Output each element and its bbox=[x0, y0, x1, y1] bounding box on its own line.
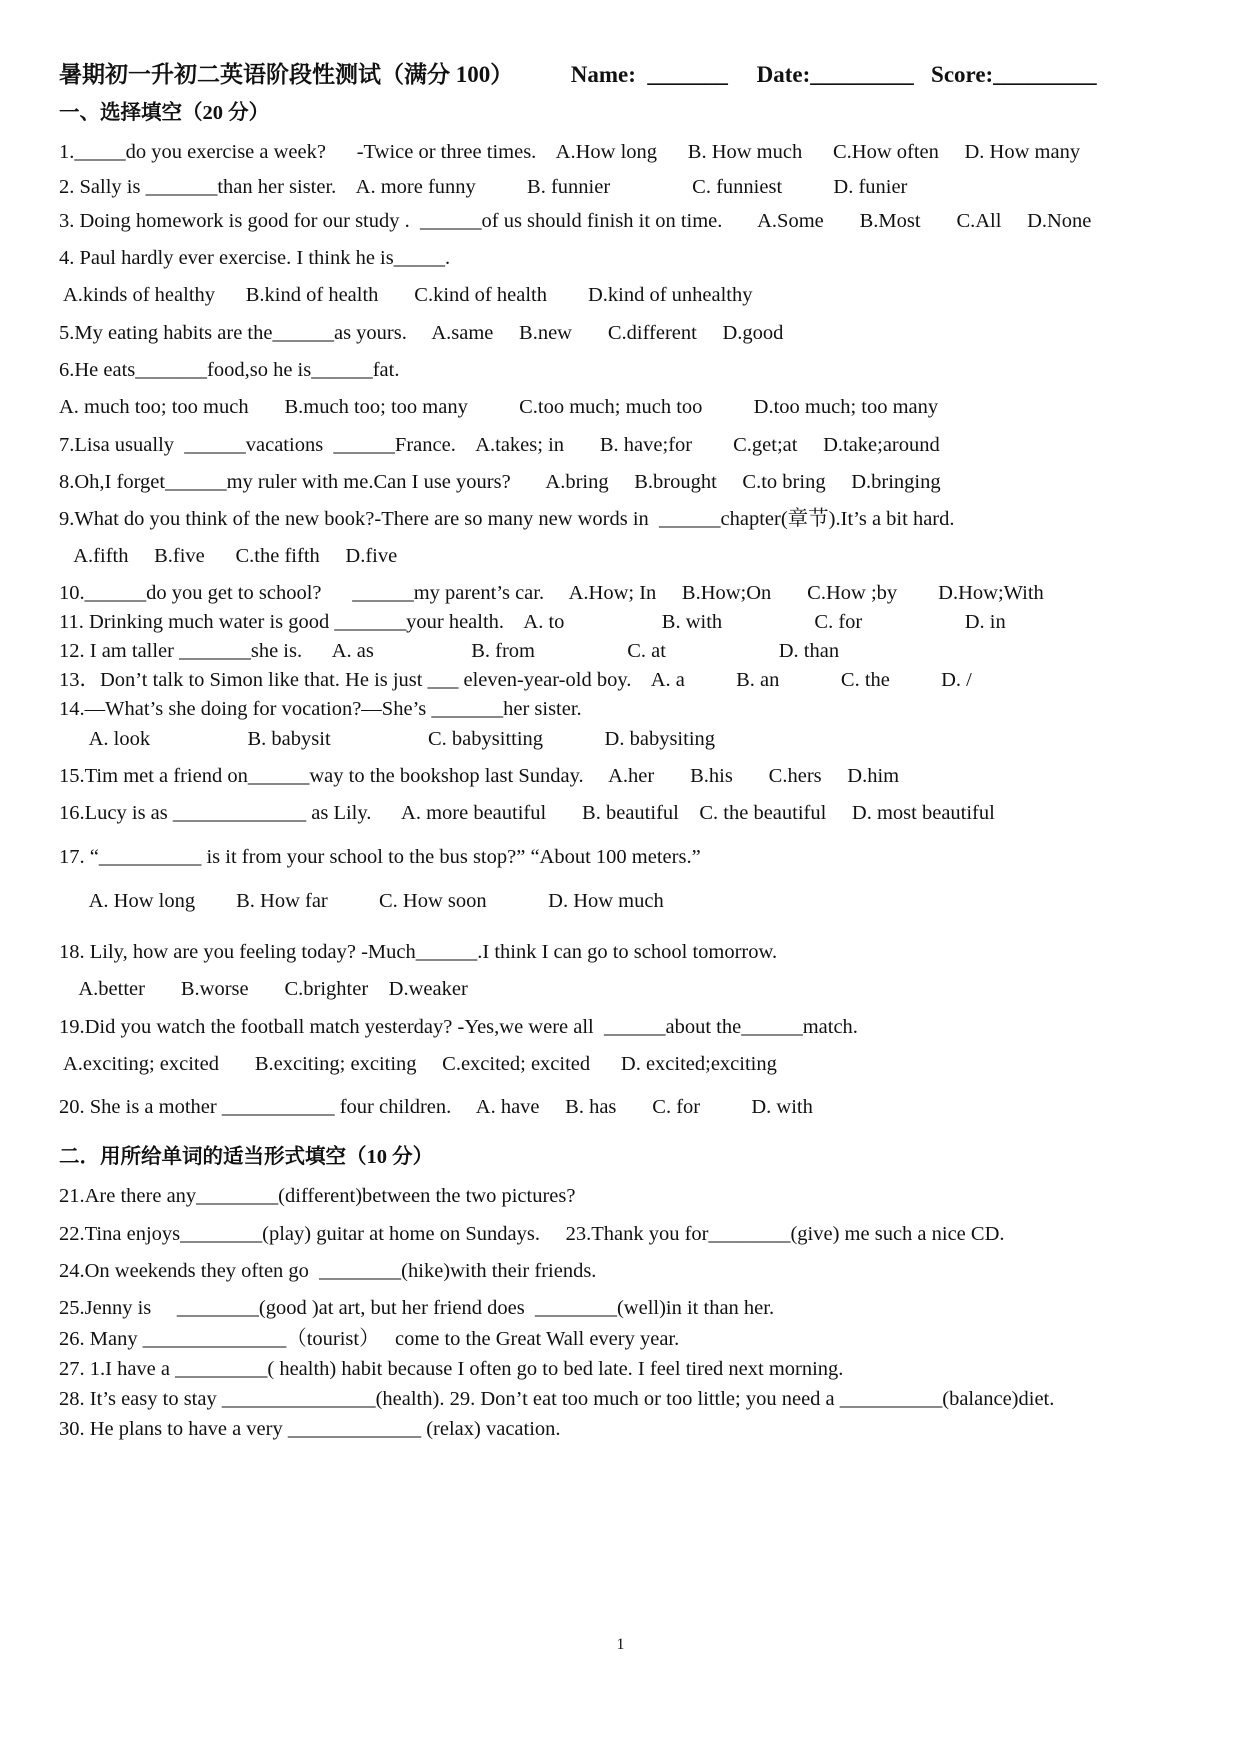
page-title: 暑期初一升初二英语阶段性测试（满分 100） Name: _______ Date:_________ Score:_________ bbox=[59, 62, 1097, 87]
question-line: 18. Lily, how are you feeling today? -Much______.I think I can go to school tomorrow. bbox=[59, 941, 778, 963]
question-line: 9.What do you think of the new book?-There are so many new words in ______chapter(章节).It’s a bit hard. bbox=[59, 508, 955, 530]
question-line: 27. 1.I have a _________( health) habit because I often go to bed late. I feel tired next morning. bbox=[59, 1358, 844, 1380]
options-line: A. look B. babysit C. babysitting D. babysiting bbox=[59, 728, 716, 750]
question-line: 12. I am taller _______she is. A. as B. from C. at D. than bbox=[59, 640, 840, 662]
question-line: 4. Paul hardly ever exercise. I think he is_____. bbox=[59, 247, 451, 269]
question-line: 14.—What’s she doing for vocation?—She’s _______her sister. bbox=[59, 698, 582, 720]
question-line: 10.______do you get to school? ______my parent’s car. A.How; In B.How;On C.How ;by D.How;With bbox=[59, 582, 1044, 604]
options-line: A. much too; too much B.much too; too many C.too much; much too D.too much; too many bbox=[59, 396, 939, 418]
options-line: A.better B.worse C.brighter D.weaker bbox=[59, 978, 468, 1000]
question-line: 17. “__________ is it from your school to the bus stop?” “About 100 meters.” bbox=[59, 846, 701, 868]
section-heading: 一、选择填空（20 分） bbox=[59, 102, 270, 124]
question-line: 16.Lucy is as _____________ as Lily. A. more beautiful B. beautiful C. the beautiful D. most beautiful bbox=[59, 802, 995, 824]
question-line: 1._____do you exercise a week? -Twice or three times. A.How long B. How much C.How often D. How many bbox=[59, 141, 1081, 163]
question-line: 25.Jenny is ________(good )at art, but her friend does ________(well)in it than her. bbox=[59, 1297, 775, 1319]
options-line: A. How long B. How far C. How soon D. How much bbox=[59, 890, 664, 912]
question-line: 30. He plans to have a very _____________ (relax) vacation. bbox=[59, 1418, 561, 1440]
question-line: 15.Tim met a friend on______way to the bookshop last Sunday. A.her B.his C.hers D.him bbox=[59, 765, 900, 787]
question-line: 24.On weekends they often go ________(hike)with their friends. bbox=[59, 1260, 597, 1282]
question-line: 19.Did you watch the football match yesterday? -Yes,we were all ______about the______match. bbox=[59, 1016, 858, 1038]
question-line: 11. Drinking much water is good _______your health. A. to B. with C. for D. in bbox=[59, 611, 1006, 633]
question-line: 6.He eats_______food,so he is______fat. bbox=[59, 359, 400, 381]
question-line: 28. It’s easy to stay _______________(health). 29. Don’t eat too much or too little; you need a __________(balance)diet. bbox=[59, 1388, 1055, 1410]
question-line: 26. Many ______________（tourist） come to the Great Wall every year. bbox=[59, 1328, 680, 1350]
question-line: 21.Are there any________(different)between the two pictures? bbox=[59, 1185, 576, 1207]
question-line: 7.Lisa usually ______vacations ______France. A.takes; in B. have;for C.get;at D.take;around bbox=[59, 434, 940, 456]
options-line: A.exciting; excited B.exciting; exciting C.excited; excited D. excited;exciting bbox=[59, 1053, 777, 1075]
question-line: 20. She is a mother ___________ four children. A. have B. has C. for D. with bbox=[59, 1096, 813, 1118]
question-line: 22.Tina enjoys________(play) guitar at home on Sundays. 23.Thank you for________(give) me such a nice CD. bbox=[59, 1223, 1005, 1245]
question-line: 5.My eating habits are the______as yours. A.same B.new C.different D.good bbox=[59, 322, 784, 344]
question-line: 3. Doing homework is good for our study . ______of us should finish it on time. A.Some B.Most C.All D.None bbox=[59, 210, 1092, 232]
question-line: 13．Don’t talk to Simon like that. He is just ___ eleven-year-old boy. A. a B. an C. the D. / bbox=[59, 669, 972, 691]
options-line: A.fifth B.five C.the fifth D.five bbox=[59, 545, 398, 567]
page-number: 1 bbox=[616, 1636, 625, 1653]
question-line: 2. Sally is _______than her sister. A. more funny B. funnier C. funniest D. funier bbox=[59, 176, 908, 198]
section-heading: 二．用所给单词的适当形式填空（10 分） bbox=[59, 1146, 434, 1168]
question-line: 8.Oh,I forget______my ruler with me.Can I use yours? A.bring B.brought C.to bring D.bringing bbox=[59, 471, 941, 493]
options-line: A.kinds of healthy B.kind of health C.kind of health D.kind of unhealthy bbox=[59, 284, 753, 306]
